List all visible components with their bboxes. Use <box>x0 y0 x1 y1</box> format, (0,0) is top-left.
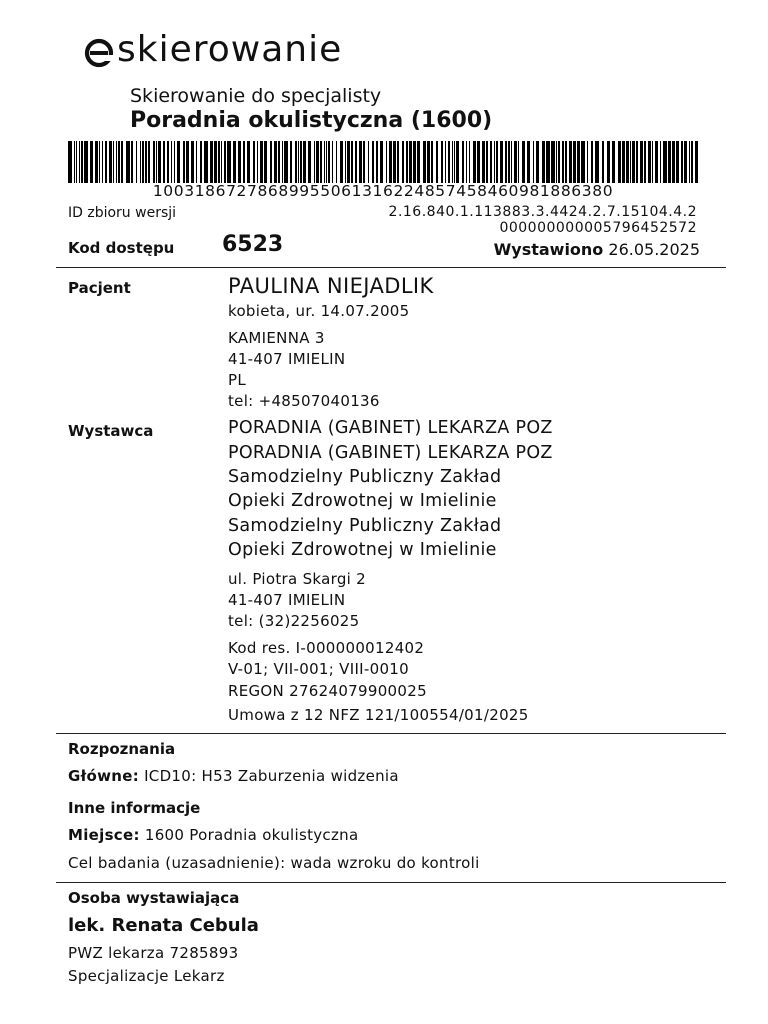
barcode-bar <box>163 141 165 183</box>
issued-date <box>494 240 700 259</box>
issuer-contract: Umowa z 12 NFZ 121/100554/01/2025 <box>228 706 529 724</box>
barcode-bar <box>68 141 72 183</box>
barcode-bar <box>210 141 213 183</box>
barcode-bar <box>668 141 671 183</box>
barcode-bar <box>448 141 450 183</box>
barcode-bar <box>423 141 426 183</box>
barcode-bar <box>386 141 387 183</box>
barcode-bar <box>153 141 155 183</box>
barcode-bar <box>359 141 362 183</box>
barcode-bar <box>79 141 80 183</box>
barcode-bar <box>380 141 383 183</box>
barcode-bar <box>542 141 545 183</box>
barcode-bar <box>282 141 283 183</box>
barcode-bar <box>573 141 576 183</box>
issuing-person-heading: Osoba wystawiająca <box>68 889 240 907</box>
barcode-bar <box>691 141 693 183</box>
barcode-bar <box>233 141 236 183</box>
examination-purpose: Cel badania (uzasadnienie): wada wzroku do kontroli <box>68 854 480 872</box>
barcode-bar <box>90 141 93 183</box>
barcode-bar <box>264 141 267 183</box>
barcode-bar <box>445 141 446 183</box>
issuer-regon: REGON 27624079900025 <box>228 682 427 700</box>
other-info-heading: Inne informacje <box>68 799 201 817</box>
barcode-bar <box>602 141 604 183</box>
barcode-bar <box>76 141 77 183</box>
issued-label: Wystawiono <box>493 240 604 259</box>
barcode-bar <box>303 141 306 183</box>
issuer-registry-line: Kod res. I-000000012402 <box>228 639 425 657</box>
patient-label: Pacjent <box>68 279 131 297</box>
barcode-bar <box>116 141 117 183</box>
barcode-bar <box>486 141 488 183</box>
barcode-bar <box>355 141 357 183</box>
barcode-bar <box>284 141 288 183</box>
patient-address-line: PL <box>228 371 247 389</box>
place <box>68 826 358 844</box>
barcode-bar <box>477 141 480 183</box>
barcode-bar <box>191 141 194 183</box>
barcode-bar <box>328 141 330 183</box>
barcode-bar <box>200 141 202 183</box>
barcode-bar <box>84 141 88 183</box>
issuer-registry-line: V-01; VII-001; VIII-0010 <box>228 660 409 678</box>
barcode-bar <box>300 141 302 183</box>
barcode-bar <box>648 141 651 183</box>
barcode-bar <box>243 141 245 183</box>
logo-text: skierowanie <box>117 29 343 70</box>
barcode-bar <box>295 141 297 183</box>
document-title: Poradnia okulistyczna (1600) <box>130 108 493 133</box>
diagnosis-main-label: Główne: <box>68 767 139 785</box>
barcode-number: 10031867278689955061316224857458460981886380 <box>152 182 614 200</box>
barcode-bar <box>456 141 459 183</box>
barcode-bar <box>454 141 455 183</box>
barcode-bar <box>274 141 277 183</box>
divider <box>56 733 726 734</box>
barcode-bar <box>324 141 325 183</box>
patient-details: kobieta, ur. 14.07.2005 <box>228 302 410 320</box>
issued-value: 26.05.2025 <box>608 240 700 259</box>
barcode-bar <box>518 141 519 183</box>
barcode-bar <box>618 141 621 183</box>
barcode-bar <box>577 141 580 183</box>
barcode-bar <box>514 141 517 183</box>
barcode-bar <box>221 141 222 183</box>
issuer-label: Wystawca <box>68 422 154 440</box>
barcode-bar <box>622 141 625 183</box>
patient-phone: tel: +48507040136 <box>228 392 380 410</box>
barcode-bar <box>314 141 315 183</box>
barcode-bar <box>113 141 114 183</box>
barcode-bar <box>145 141 147 183</box>
barcode-bar <box>156 141 157 183</box>
barcode-bar <box>417 141 420 183</box>
barcode-bar <box>663 141 667 183</box>
barcode-bar <box>393 141 396 183</box>
access-code-label: Kod dostępu <box>68 239 175 257</box>
barcode-bar <box>466 141 467 183</box>
barcode-bar <box>238 141 241 183</box>
barcode-bar <box>406 141 408 183</box>
barcode-bar <box>345 141 346 183</box>
issuer-name-line: Samodzielny Publiczny Zakład <box>228 467 502 487</box>
barcode-bar <box>527 141 530 183</box>
barcode-bar <box>260 141 263 183</box>
patient-address-line: KAMIENNA 3 <box>228 329 325 347</box>
barcode-bar <box>591 141 593 183</box>
barcode-bar <box>140 141 141 183</box>
barcode-bar <box>351 141 353 183</box>
barcode-bar <box>167 141 169 183</box>
barcode-bar <box>186 141 189 183</box>
document-subtitle: Skierowanie do specjalisty <box>130 85 382 107</box>
barcode-bar <box>253 141 255 183</box>
barcode-bar <box>131 141 133 183</box>
barcode-bar <box>118 141 120 183</box>
diagnosis-heading: Rozpoznania <box>68 740 176 758</box>
barcode-bar <box>298 141 299 183</box>
issuer-name-line: PORADNIA (GABINET) LEKARZA POZ <box>228 443 553 463</box>
barcode-bar <box>326 141 327 183</box>
issuer-name-line: PORADNIA (GABINET) LEKARZA POZ <box>228 418 553 438</box>
barcode-bar <box>290 141 292 183</box>
logo-e-mark-icon <box>84 38 114 68</box>
barcode-bar <box>121 141 123 183</box>
barcode-bar <box>695 141 698 183</box>
barcode-bar <box>536 141 539 183</box>
barcode-bar <box>441 141 443 183</box>
barcode-bar <box>581 141 585 183</box>
barcode-bar <box>278 141 280 183</box>
barcode-bar <box>95 141 98 183</box>
barcode-bar <box>196 141 197 183</box>
barcode-bar <box>340 141 343 183</box>
barcode-bar <box>546 141 550 183</box>
barcode-bar <box>363 141 365 183</box>
specialization: Specjalizacje Lekarz <box>68 967 225 985</box>
issuer-address-line: 41-407 IMIELIN <box>228 591 346 609</box>
version-id-value-line1: 2.16.840.1.113883.3.4424.2.7.15104.4.2 <box>388 204 697 220</box>
barcode-bar <box>655 141 658 183</box>
barcode-bar <box>652 141 653 183</box>
barcode-bar <box>214 141 217 183</box>
barcode-bar <box>462 141 464 183</box>
barcode-bar <box>469 141 470 183</box>
barcode-bar <box>270 141 272 183</box>
barcode-bar <box>556 141 557 183</box>
barcode-bar <box>494 141 495 183</box>
barcode-bar <box>224 141 226 183</box>
barcode-bar <box>681 141 683 183</box>
barcode-bar <box>436 141 438 183</box>
barcode-bar <box>565 141 567 183</box>
barcode-bar <box>551 141 555 183</box>
barcode-bar <box>402 141 404 183</box>
barcode-bar <box>689 141 690 183</box>
barcode-bar <box>660 141 661 183</box>
barcode-bar <box>413 141 416 183</box>
barcode-bar <box>595 141 599 183</box>
barcode-bar <box>511 141 512 183</box>
barcode <box>68 141 698 183</box>
barcode-bar <box>473 141 476 183</box>
issuer-name-line: Opieki Zdrowotnej w Imielinie <box>228 491 497 511</box>
access-code-value: 6523 <box>222 232 284 257</box>
eskierowanie-logo <box>84 28 342 72</box>
barcode-bar <box>409 141 412 183</box>
barcode-bar <box>684 141 687 183</box>
barcode-bar <box>148 141 150 183</box>
issuer-name-line: Samodzielny Publiczny Zakład <box>228 516 502 536</box>
place-label: Miejsce: <box>68 826 140 844</box>
barcode-bar <box>612 141 615 183</box>
barcode-bar <box>183 141 185 183</box>
barcode-bar <box>109 141 112 183</box>
barcode-bar <box>636 141 638 183</box>
barcode-bar <box>482 141 485 183</box>
barcode-bar <box>204 141 208 183</box>
barcode-bar <box>368 141 369 183</box>
barcode-bar <box>316 141 319 183</box>
barcode-bar <box>136 141 137 183</box>
barcode-bar <box>632 141 635 183</box>
barcode-bar <box>587 141 588 183</box>
barcode-bar <box>347 141 350 183</box>
barcode-bar <box>522 141 525 183</box>
patient-address-line: 41-407 IMIELIN <box>228 350 346 368</box>
diagnosis-main-value: ICD10: H53 Zaburzenia widzenia <box>144 767 399 785</box>
barcode-bar <box>672 141 675 183</box>
barcode-bar <box>171 141 172 183</box>
diagnosis-main <box>68 767 399 785</box>
barcode-bar <box>427 141 430 183</box>
barcode-bar <box>505 141 507 183</box>
divider <box>56 882 726 883</box>
barcode-bar <box>607 141 610 183</box>
barcode-bar <box>332 141 333 183</box>
barcode-bar <box>376 141 378 183</box>
barcode-bar <box>99 141 100 183</box>
barcode-bar <box>158 141 161 183</box>
barcode-bar <box>174 141 175 183</box>
place-value: 1600 Poradnia okulistyczna <box>144 826 359 844</box>
barcode-bar <box>558 141 560 183</box>
version-id-label: ID zbioru wersji <box>68 205 177 221</box>
barcode-bar <box>640 141 643 183</box>
barcode-bar <box>102 141 103 183</box>
divider <box>56 267 726 268</box>
pwz-number: PWZ lekarza 7285893 <box>68 944 239 962</box>
barcode-bar <box>177 141 180 183</box>
barcode-bar <box>142 141 144 183</box>
barcode-bar <box>320 141 322 183</box>
barcode-bar <box>218 141 220 183</box>
barcode-bar <box>496 141 498 183</box>
issuer-address-line: ul. Piotra Skargi 2 <box>228 570 367 588</box>
barcode-bar <box>630 141 631 183</box>
barcode-bar <box>74 141 75 183</box>
barcode-bar <box>397 141 399 183</box>
patient-name: PAULINA NIEJADLIK <box>228 274 434 298</box>
barcode-bar <box>389 141 392 183</box>
barcode-bar <box>257 141 258 183</box>
barcode-bar <box>676 141 679 183</box>
barcode-bar <box>308 141 311 183</box>
barcode-bar <box>490 141 492 183</box>
barcode-bar <box>508 141 510 183</box>
barcode-bar <box>431 141 433 183</box>
barcode-bar <box>644 141 646 183</box>
barcode-bar <box>81 141 83 183</box>
barcode-bar <box>562 141 564 183</box>
barcode-bar <box>105 141 107 183</box>
version-id-value-line2: 000000000005796452572 <box>499 220 697 236</box>
issuer-name-line: Opieki Zdrowotnej w Imielinie <box>228 540 497 560</box>
barcode-bar <box>247 141 250 183</box>
barcode-bar <box>569 141 572 183</box>
barcode-bar <box>626 141 629 183</box>
barcode-bar <box>372 141 374 183</box>
issuing-person-name: lek. Renata Cebula <box>68 915 259 936</box>
barcode-bar <box>336 141 337 183</box>
barcode-bar <box>533 141 534 183</box>
issuer-phone: tel: (32)2256025 <box>228 612 360 630</box>
barcode-bar <box>126 141 130 183</box>
barcode-bar <box>452 141 453 183</box>
barcode-bar <box>500 141 503 183</box>
barcode-bar <box>227 141 231 183</box>
